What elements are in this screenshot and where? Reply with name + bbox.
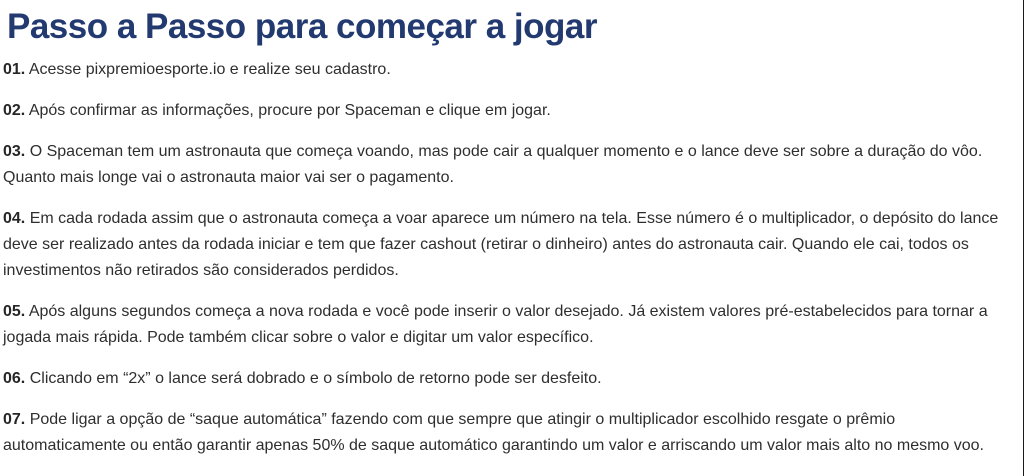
step-item-05 [3,299,1021,351]
step-item-04 [3,206,1021,284]
step-item-03 [3,139,1021,191]
step-text: Clicando em “2x” o lance será dobrado e o símbolo de retorno pode ser desfeito. [29,370,602,387]
step-item-06 [3,366,1021,392]
step-number: 02. [3,102,26,119]
step-number: 04. [3,210,26,227]
step-number: 05. [3,303,26,320]
step-item-01 [3,57,1021,83]
step-number: 07. [3,411,26,428]
step-text: Após alguns segundos começa a nova rodada e você pode inserir o valor desejado. Já existem valores pré-estabelecidos para tornar a jogada mais rápida. Pode também clicar sobre o valor e digitar um valor específico. [3,303,988,346]
step-text: Pode ligar a opção de “saque automática” fazendo com que sempre que atingir o multiplicador escolhido resgate o prêmio automaticamente ou então garantir apenas 50% de saque automático garantindo um valor e arriscando um valor mais alto no mesmo voo. [3,411,984,454]
step-text: Em cada rodada assim que o astronauta começa a voar aparece um número na tela. Esse número é o multiplicador, o depósito do lance deve ser realizado antes da rodada iniciar e tem que fazer cashout (retirar o dinheiro) antes do astronauta cair. Quando ele cai, todos os investimentos não retirados são considerados perdidos. [3,210,999,279]
step-item-07 [3,407,1021,459]
step-text: Acesse pixpremioesporte.io e realize seu cadastro. [28,61,391,78]
step-number: 03. [3,143,26,160]
step-number: 06. [3,370,26,387]
step-item-02 [3,98,1021,124]
page-title: Passo a Passo para começar a jogar [7,7,597,46]
step-text: O Spaceman tem um astronauta que começa voando, mas pode cair a qualquer momento e o lance deve ser sobre a duração do vôo. Quanto mais longe vai o astronauta maior vai ser o pagamento. [3,143,983,186]
step-number: 01. [3,61,26,78]
step-text: Após confirmar as informações, procure por Spaceman e clique em jogar. [28,102,551,119]
